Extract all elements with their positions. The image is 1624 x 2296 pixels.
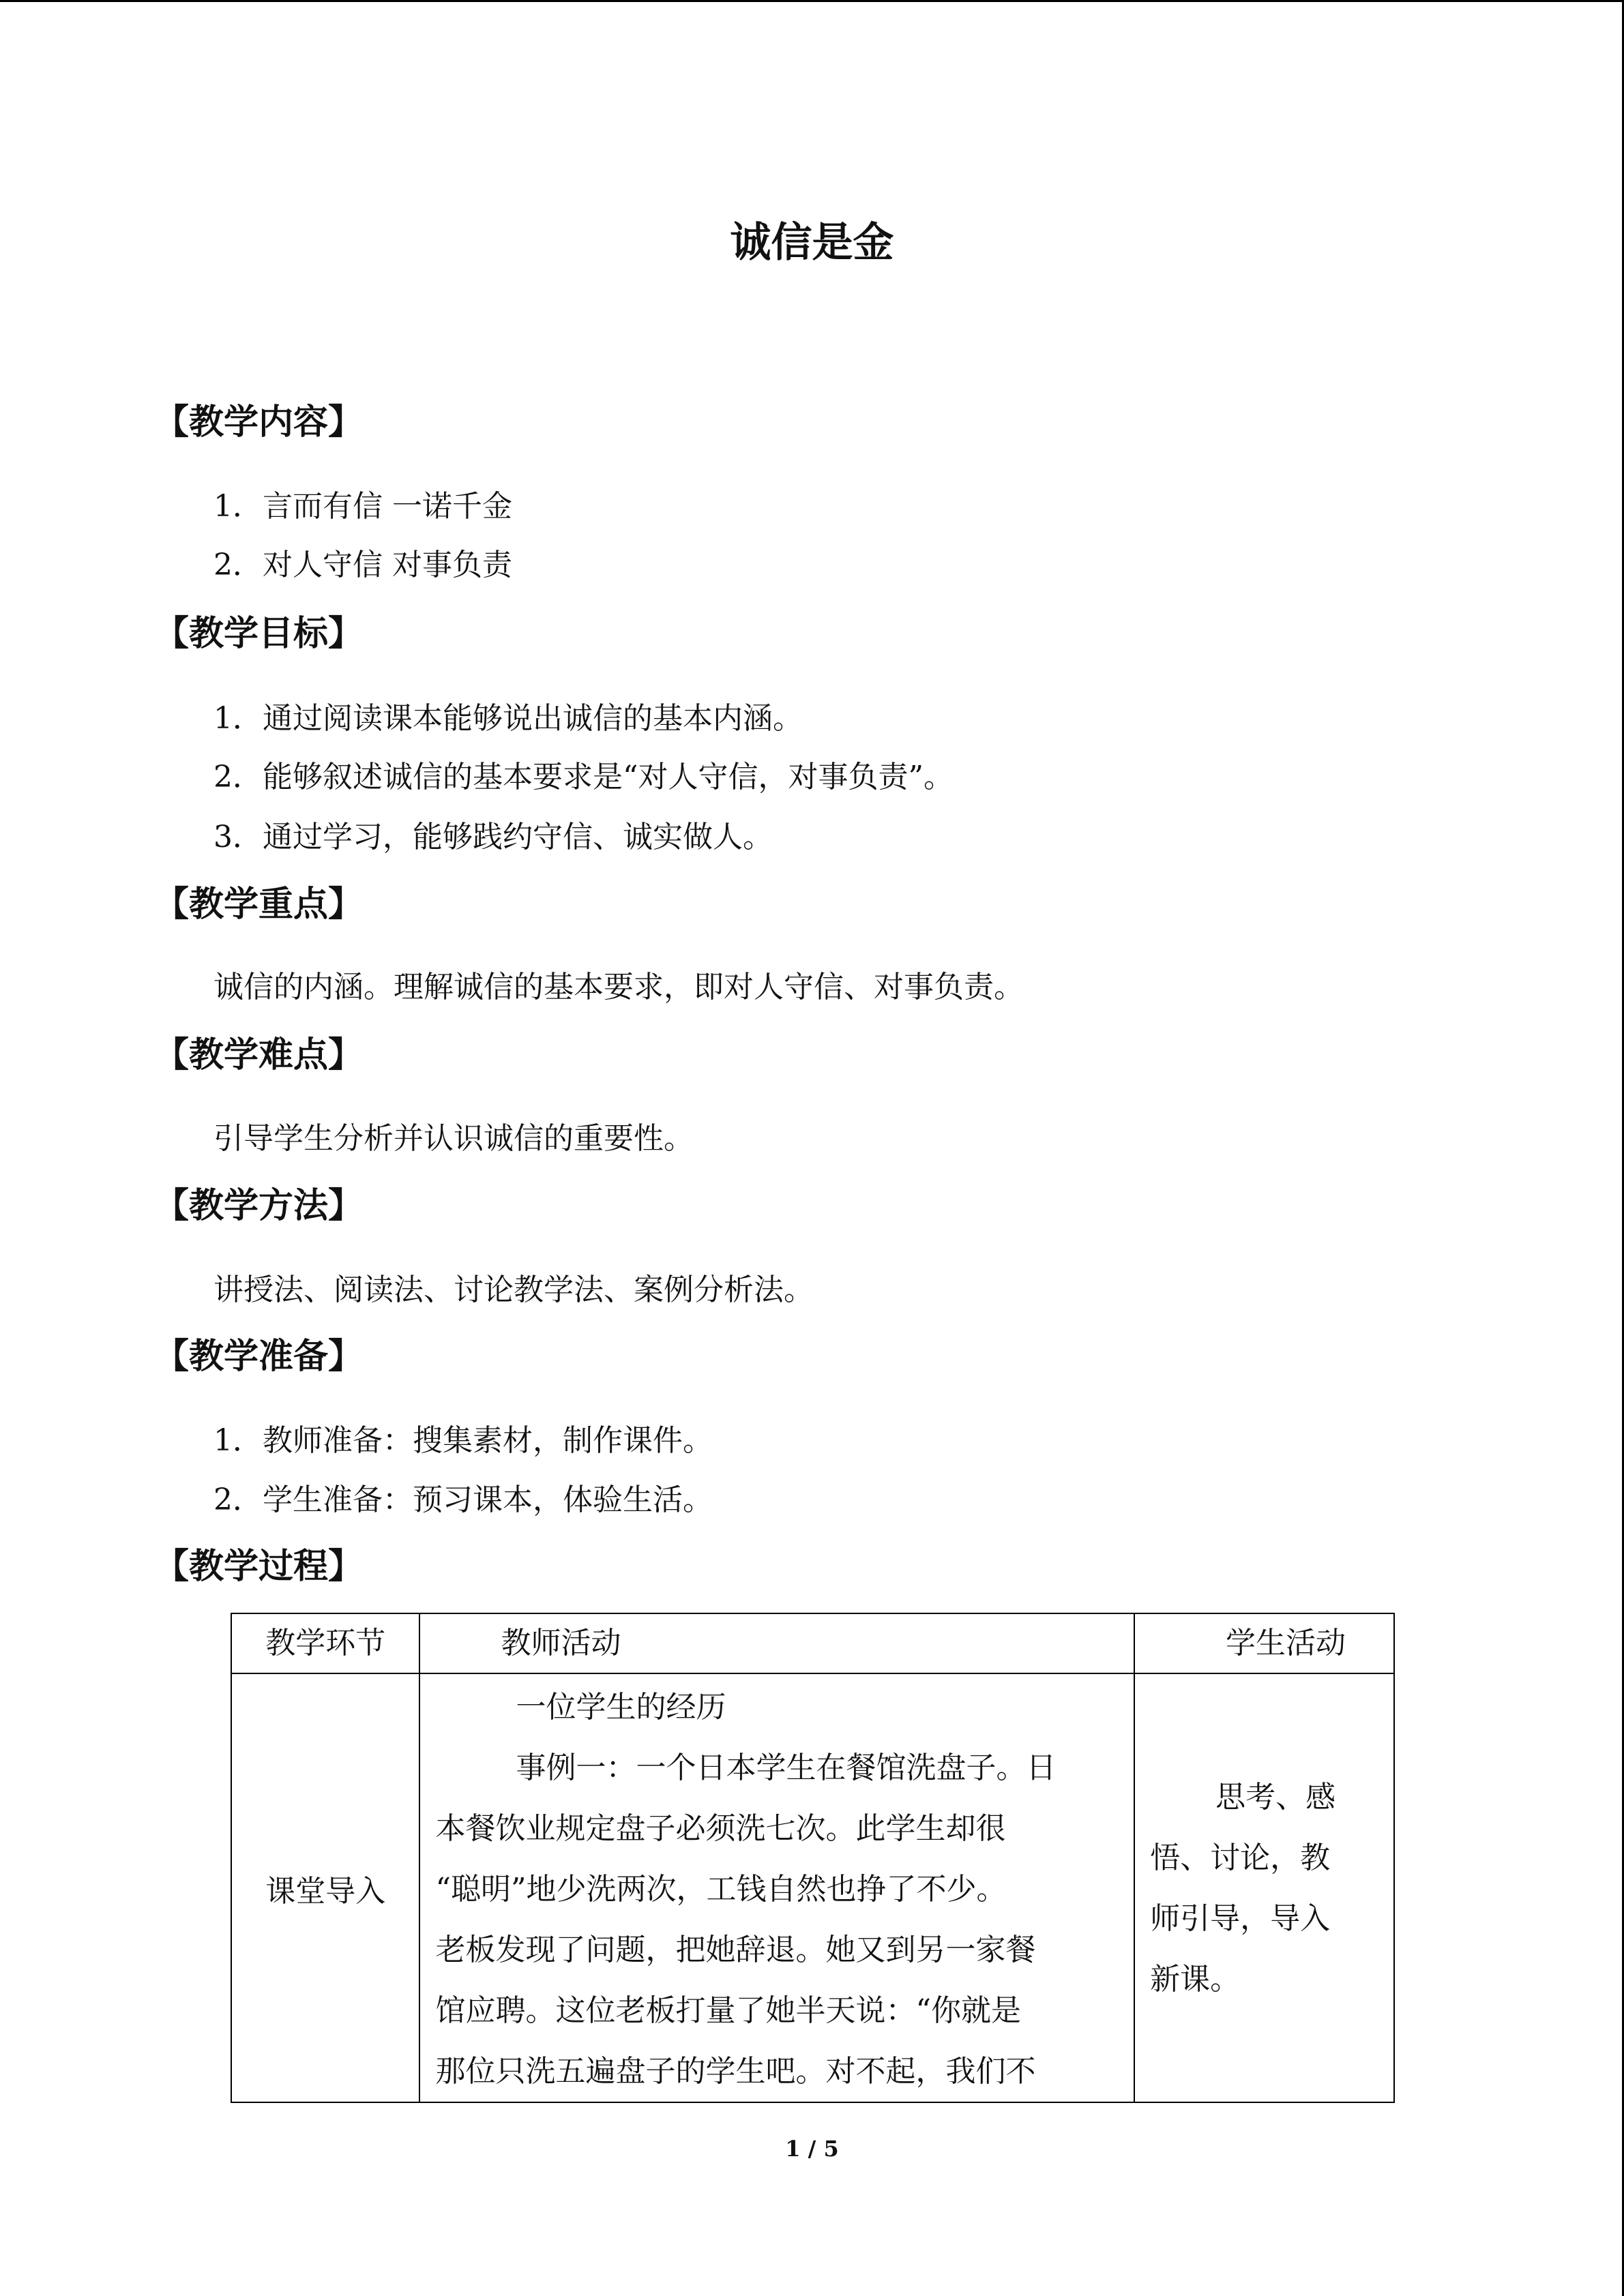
- section-heading-methods: 【教学方法】: [154, 1186, 364, 1226]
- preparation-item-2: 2．学生准备：预习课本，体验生活。: [213, 1482, 713, 1517]
- section-heading-difficulties: 【教学难点】: [154, 1035, 364, 1075]
- student-activity-cell: [1134, 1673, 1394, 2102]
- header-student-activity: 学生活动: [1134, 1613, 1394, 1673]
- section-heading-preparation: 【教学准备】: [154, 1337, 364, 1377]
- header-teacher-activity: 教师活动: [419, 1613, 1134, 1673]
- teacher-line: 一位学生的经历: [516, 1690, 726, 1725]
- goal-item-1: 1．通过阅读课本能够说出诚信的基本内涵。: [213, 701, 803, 736]
- key-points-text: 诚信的内涵。理解诚信的基本要求，即对人守信、对事负责。: [213, 970, 1024, 1004]
- header-segment: 教学环节: [231, 1613, 419, 1673]
- process-table: [231, 1613, 1395, 2103]
- content-item-2: 2．对人守信 对事负责: [213, 548, 512, 582]
- page-border-top: [0, 0, 1624, 2]
- section-heading-goals: 【教学目标】: [154, 614, 364, 654]
- table-header-row: [231, 1613, 1394, 1673]
- difficulties-text: 引导学生分析并认识诚信的重要性。: [213, 1121, 694, 1156]
- goal-item-3: 3．通过学习，能够践约守信、诚实做人。: [213, 820, 773, 854]
- student-line: 新课。: [1150, 1961, 1241, 1997]
- student-line: 悟、讨论，教: [1150, 1840, 1331, 1875]
- page-number: 1 / 5: [785, 2136, 839, 2162]
- student-line: 师引导，导入: [1150, 1900, 1331, 1936]
- content-item-1: 1．言而有信 一诺千金: [213, 489, 512, 524]
- teacher-line: 老板发现了问题，把她辞退。她又到另一家餐: [435, 1933, 1036, 1967]
- teacher-activity-cell: [419, 1673, 1134, 2102]
- teacher-line: 事例一：一个日本学生在餐馆洗盘子。日: [516, 1750, 1057, 1785]
- document-title: 诚信是金: [730, 219, 894, 267]
- teacher-line: 馆应聘。这位老板打量了她半天说：“你就是: [435, 1993, 1021, 2028]
- goal-item-2: 2．能够叙述诚信的基本要求是“对人守信，对事负责”。: [213, 760, 954, 794]
- teacher-line: “聪明”地少洗两次，工钱自然也挣了不少。: [435, 1872, 1007, 1907]
- segment-cell: 课堂导入: [231, 1673, 419, 2102]
- section-heading-process: 【教学过程】: [154, 1547, 364, 1587]
- preparation-item-1: 1．教师准备：搜集素材，制作课件。: [213, 1423, 713, 1458]
- methods-text: 讲授法、阅读法、讨论教学法、案例分析法。: [213, 1272, 814, 1307]
- teacher-line: 那位只洗五遍盘子的学生吧。对不起，我们不: [435, 2054, 1036, 2089]
- student-line: 思考、感: [1215, 1779, 1336, 1815]
- table-row: [231, 1673, 1394, 2102]
- section-heading-content: 【教学内容】: [154, 402, 364, 443]
- teacher-line: 本餐饮业规定盘子必须洗七次。此学生却很: [435, 1811, 1006, 1846]
- section-heading-key-points: 【教学重点】: [154, 884, 364, 925]
